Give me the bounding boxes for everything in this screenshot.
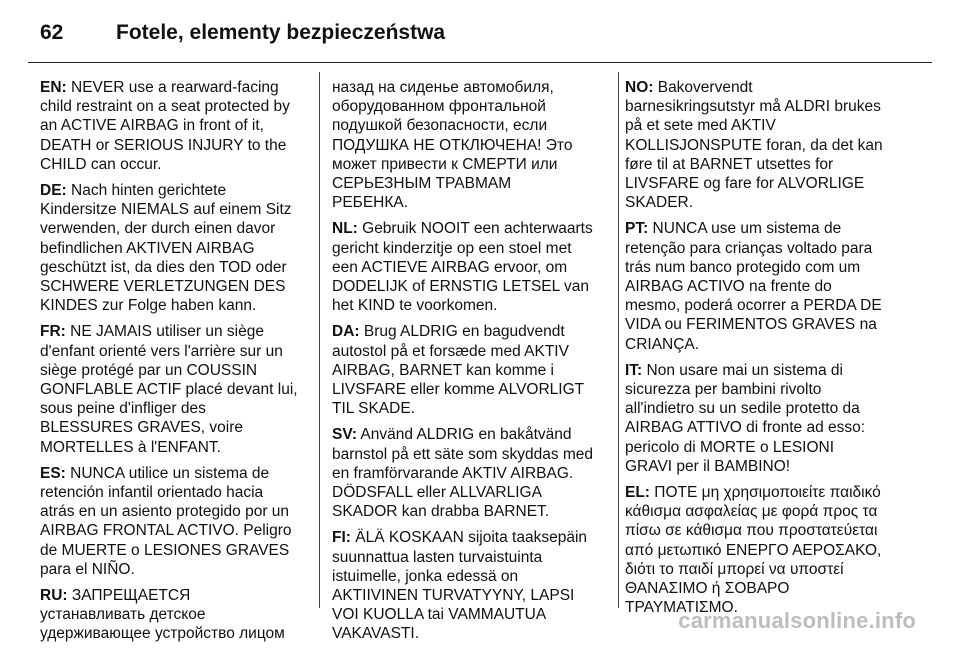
warning-text: Nach hinten gerichtete Kindersitze NIEMALS auf einem Sitz verwenden, der durch einen davor befindlichen AKTIVEN AIRBAG geschützt ist, da dies den TOD oder SCHWERE VERLETZUNGEN DES KINDES zur Folge haben kann.: [40, 182, 292, 315]
warning-es: [40, 464, 308, 579]
warning-text: Gebruik NOOIT een achterwaarts gericht kinderzitje op een stoel met een ACTIEVE AIRBAG ervoor, om DODELIJK of ERNSTIG LETSEL van het KIND te voorkomen.: [332, 220, 593, 315]
text-column-2: [332, 78, 604, 651]
page-number: 62: [40, 21, 64, 44]
warning-fi: [332, 528, 604, 643]
column-divider-2: [618, 72, 619, 608]
warning-text: ÄLÄ KOSKAAN sijoita taaksepäin suunnattua lasten turvaistuinta istuimelle, jonka edessä on AKTIIVINEN TURVATYYNY, LAPSI VOI KUOLLA tai VAMMAUTUA VAKAVASTI.: [332, 529, 588, 643]
language-code: IT:: [625, 361, 643, 379]
warning-text: ЗАПРЕЩАЕТСЯ устанавливать детское удерживающее устройство лицом: [40, 587, 285, 643]
column-divider-1: [319, 72, 320, 608]
warning-ru: [40, 586, 308, 644]
language-code: FR:: [40, 323, 66, 341]
warning-text: NUNCA use um sistema de retenção para crianças voltado para trás num banco protegido com um AIRBAG ACTIVO na frente do mesmo, poderá ocorrer a PERDA DE VIDA ou FERIMENTOS GRAVES na CRIANÇA.: [625, 220, 882, 353]
warning-it: [625, 361, 907, 476]
language-code: EN:: [40, 79, 67, 96]
language-code: DA:: [332, 323, 360, 341]
language-code: RU:: [40, 587, 68, 605]
warning-text: назад на сиденье автомобиля, оборудованном фронтальной подушкой безопасности, если ПОДУШКА НЕ ОТКЛЮЧЕНА! Это может привести к СМЕРТИ или СЕРЬЕЗНЫМ ТРАВМАМ РЕБЕНКА.: [332, 79, 573, 212]
language-code: DE:: [40, 182, 67, 200]
warning-text: ΠΟΤΕ μη χρησιμοποιείτε παιδικό κάθισμα ασφαλείας με φορά προς τα πίσω σε κάθισμα που προστατεύεται από μετωπικό ΕΝΕΡΓΟ ΑΕΡΟΣΑΚΟ, διότι το παιδί μπορεί να υποστεί ΘΑΝΑΣΙΜΟ ή ΣΟΒΑΡΟ ΤΡΑΥΜΑΤΙΣΜΟ.: [625, 484, 882, 617]
language-code: NO:: [625, 79, 654, 96]
text-column-1: [40, 78, 308, 651]
warning-text: Non usare mai un sistema di sicurezza per bambini rivolto all'indietro su un sedile protetto da AIRBAG ATTIVO di fronte ad esso: pericolo di MORTE o LESIONI GRAVI per il BAMBINO!: [625, 361, 866, 475]
warning-en: [40, 78, 308, 174]
warning-text: Bakovervendt barnesikringsutstyr må ALDRI brukes på et sete med AKTIV KOLLISJONSPUTE foran, da det kan føre til at BARNET utsettes for LIVSFARE og fare for ALVORLIGE SKADER.: [625, 79, 883, 212]
language-code: ES:: [40, 464, 66, 482]
warning-text: NE JAMAIS utiliser un siège d'enfant orienté vers l'arrière sur un siège protégé par un COUSSIN GONFLABLE ACTIF placé devant lui, sous peine d'infliger des BLESSURES GRAVES, voire MORTELLES à l'ENFANT.: [40, 323, 298, 456]
warning-text: NEVER use a rearward-facing child restraint on a seat protected by an ACTIVE AIRBAG in front of it, DEATH or SERIOUS INJURY to the CHILD can occur.: [40, 79, 290, 173]
page-title: Fotele, elementy bezpieczeństwa: [116, 21, 446, 44]
warning-el: [625, 483, 907, 617]
text-column-3: [625, 78, 907, 624]
language-code: FI:: [332, 529, 351, 547]
language-code: SV:: [332, 426, 357, 444]
warning-pt: [625, 219, 907, 353]
warning-no: [625, 78, 907, 212]
warning-text: Brug ALDRIG en bagudvendt autostol på et forsæde med AKTIV AIRBAG, BARNET kan komme i LIVSFARE eller komme ALVORLIGT TIL SKADE.: [332, 323, 585, 418]
warning-ru-continued: [332, 78, 604, 212]
page-header: [40, 18, 445, 48]
language-code: EL:: [625, 484, 650, 502]
warning-text: Använd ALDRIG en bakåtvänd barnstol på ett säte som skyddas med en framförvarande AKTIV AIRBAG. DÖDSFALL eller ALLVARLIGA SKADOR kan drabba BARNET.: [332, 426, 594, 521]
warning-da: [332, 322, 604, 418]
language-code: NL:: [332, 220, 358, 238]
warning-de: [40, 181, 308, 315]
warning-fr: [40, 322, 308, 456]
warning-nl: [332, 219, 604, 315]
language-code: PT:: [625, 220, 649, 238]
header-divider: [28, 62, 932, 63]
warning-sv: [332, 425, 604, 521]
watermark: carmanualsonline.info: [678, 608, 916, 633]
warning-text: NUNCA utilice un sistema de retención infantil orientado hacia atrás en un asiento protegido por un AIRBAG FRONTAL ACTIVO. Peligro de MUERTE o LESIONES GRAVES para el NIÑO.: [40, 464, 292, 578]
